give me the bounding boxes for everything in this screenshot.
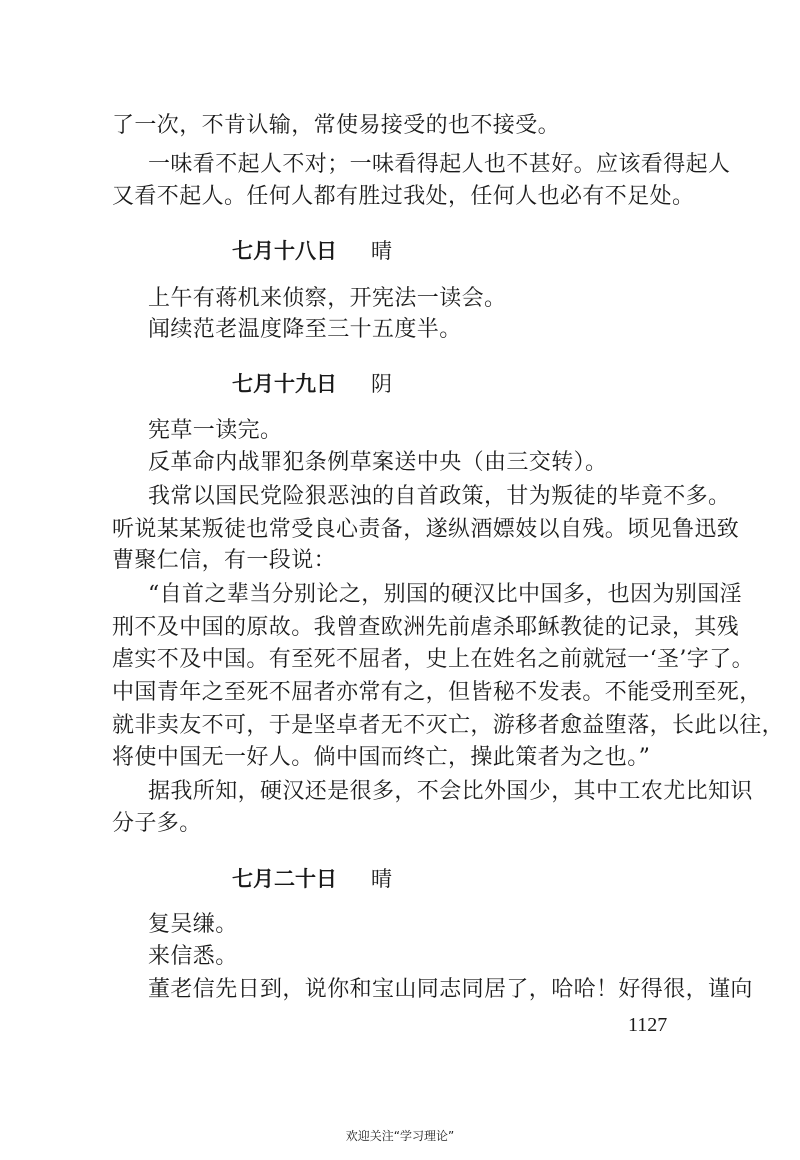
entry-date: 七月十八日 — [232, 239, 337, 263]
quote-line: “自首之辈当分别论之，别国的硬汉比中国多，也因为别国淫 — [148, 582, 743, 607]
entry-weather: 阴 — [371, 372, 392, 396]
paragraph-line: 我常以国民党险狠恶浊的自首政策，甘为叛徒的毕竟不多。 — [148, 484, 731, 509]
paragraph-line: 闻续范老温度降至三十五度半。 — [148, 317, 462, 342]
paragraph-line: 分子多。 — [112, 811, 202, 836]
entry-heading-july-19 — [232, 369, 392, 399]
quote-line: 中国青年之至死不屈者亦常有之，但皆秘不发表。不能受刑至死， — [112, 680, 762, 705]
paragraph-line: 来信悉。 — [148, 944, 238, 969]
quote-line: 将使中国无一好人。倘中国而终亡，操此策者为之也。” — [112, 745, 651, 770]
paragraph-line: 听说某某叛徒也常受良心责备，遂纵酒嫖妓以自残。顷见鲁迅致 — [112, 517, 740, 542]
paragraph-line: 又看不起人。任何人都有胜过我处，任何人也必有不足处。 — [112, 184, 695, 209]
paragraph-line: 一味看不起人不对；一味看得起人也不甚好。应该看得起人 — [148, 152, 731, 177]
footer-note: 欢迎关注“学习理论” — [345, 1129, 455, 1143]
entry-weather: 晴 — [371, 239, 392, 263]
quote-line: 刑不及中国的原故。我曾查欧洲先前虐杀耶稣教徒的记录，其残 — [112, 615, 740, 640]
paragraph-line: 上午有蒋机来侦察，开宪法一读会。 — [148, 286, 507, 311]
paragraph-line: 董老信先日到，说你和宝山同志同居了，哈哈！好得很，谨向 — [148, 977, 753, 1002]
entry-heading-july-20 — [232, 864, 392, 894]
paragraph-line: 反革命内战罪犯条例草案送中央（由三交转）。 — [148, 450, 608, 475]
paragraph-line: 宪草一读完。 — [148, 418, 283, 443]
page-number: 1127 — [628, 1014, 668, 1036]
entry-heading-july-18 — [232, 236, 392, 266]
quote-line: 就非卖友不可，于是坚卓者无不灭亡，游移者愈益堕落，长此以往， — [112, 713, 785, 738]
paragraph-line: 曹聚仁信，有一段说： — [112, 548, 337, 573]
entry-date: 七月二十日 — [232, 867, 337, 891]
quote-line: 虐实不及中国。有至死不屈者，史上在姓名之前就冠一‘圣’字了。 — [112, 647, 754, 672]
paragraph-line: 复吴缣。 — [148, 912, 238, 937]
entry-date: 七月十九日 — [232, 372, 337, 396]
paragraph-line: 据我所知，硬汉还是很多，不会比外国少，其中工农尤比知识 — [148, 779, 753, 804]
entry-weather: 晴 — [371, 867, 392, 891]
paragraph-line: 了一次，不肯认输，常使易接受的也不接受。 — [112, 113, 561, 138]
